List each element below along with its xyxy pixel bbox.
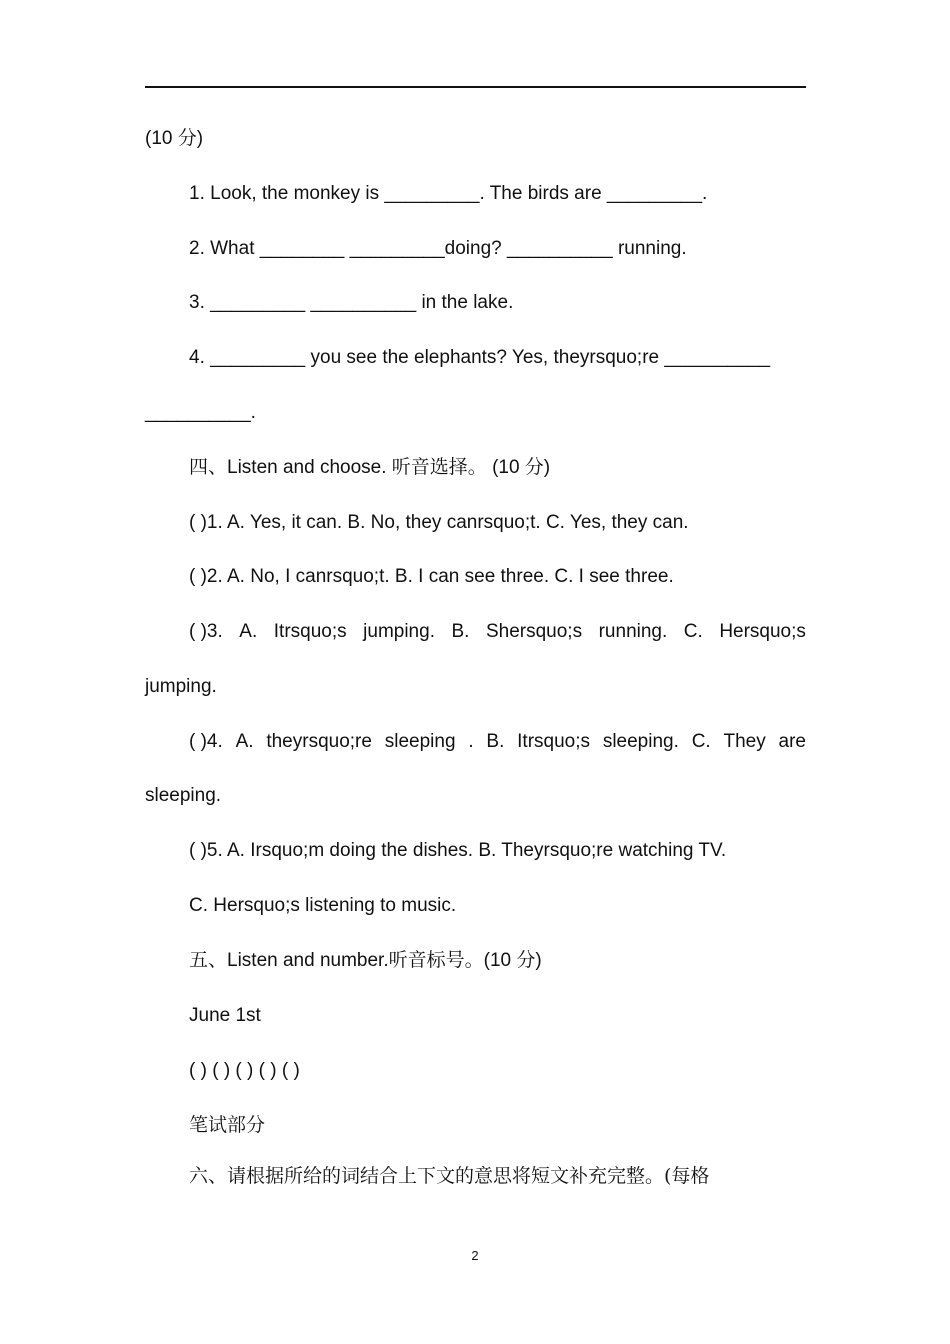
section3-item-4-continued: __________. <box>145 402 256 423</box>
q4-word: Itrsquo;s <box>517 731 591 752</box>
q4-word: . <box>468 731 474 752</box>
section4-question-5: ( )5. A. Irsquo;m doing the dishes. B. Theyrsquo;re watching TV. <box>189 840 727 861</box>
q3-word: ( )3. <box>189 621 223 642</box>
section5-title: 五、Listen and number.听音标号。(10 分) <box>189 950 542 971</box>
q3-word: A. <box>239 621 258 642</box>
section3-item-1: 1. Look, the monkey is _________. The birds are _________. <box>189 183 708 204</box>
q4-word: ( )4. <box>189 731 223 752</box>
section4-title: 四、Listen and choose. 听音选择。 (10 分) <box>189 457 551 478</box>
q3-word: jumping. <box>363 621 435 642</box>
section4-question-4-continued: sleeping. <box>145 785 222 806</box>
q3-word: B. <box>451 621 470 642</box>
score-header: (10 分) <box>145 128 204 149</box>
q4-word: They <box>723 731 766 752</box>
section4-question-3-continued: jumping. <box>145 676 217 697</box>
section4-question-4 <box>189 729 806 755</box>
q3-word: Shersquo;s <box>485 621 583 642</box>
section4-question-3 <box>189 619 806 645</box>
page-number: 2 <box>471 1248 479 1263</box>
q4-word: are <box>778 731 806 752</box>
q3-word: running. <box>598 621 668 642</box>
section5-date: June 1st <box>189 1005 261 1026</box>
q4-word: C. <box>691 731 711 752</box>
section3-item-4: 4. _________ you see the elephants? Yes, theyrsquo;re __________ <box>189 347 771 368</box>
section4-question-1: ( )1. A. Yes, it can. B. No, they canrsquo;t. C. Yes, they can. <box>189 512 689 533</box>
q3-word: C. <box>683 621 703 642</box>
written-part-heading: 笔试部分 <box>189 1114 266 1136</box>
q3-word: Hersquo;s <box>719 621 806 642</box>
q4-word: sleeping. <box>602 731 679 752</box>
section4-question-5-continued: C. Hersquo;s listening to music. <box>189 895 457 916</box>
q4-word: B. <box>486 731 505 752</box>
q4-word: A. <box>235 731 254 752</box>
q3-word: Itrsquo;s <box>273 621 347 642</box>
section4-question-2: ( )2. A. No, I canrsquo;t. B. I can see three. C. I see three. <box>189 566 674 587</box>
section3-item-2: 2. What ________ _________doing? __________ running. <box>189 238 687 259</box>
section6-title: 六、请根据所给的词结合上下文的意思将短文补充完整。(每格 <box>189 1165 710 1187</box>
top-rule <box>145 86 806 88</box>
q4-word: theyrsquo;re <box>266 731 372 752</box>
section5-blanks: ( ) ( ) ( ) ( ) ( ) <box>189 1060 300 1081</box>
q4-word: sleeping <box>384 731 456 752</box>
section3-item-3: 3. _________ __________ in the lake. <box>189 292 514 313</box>
